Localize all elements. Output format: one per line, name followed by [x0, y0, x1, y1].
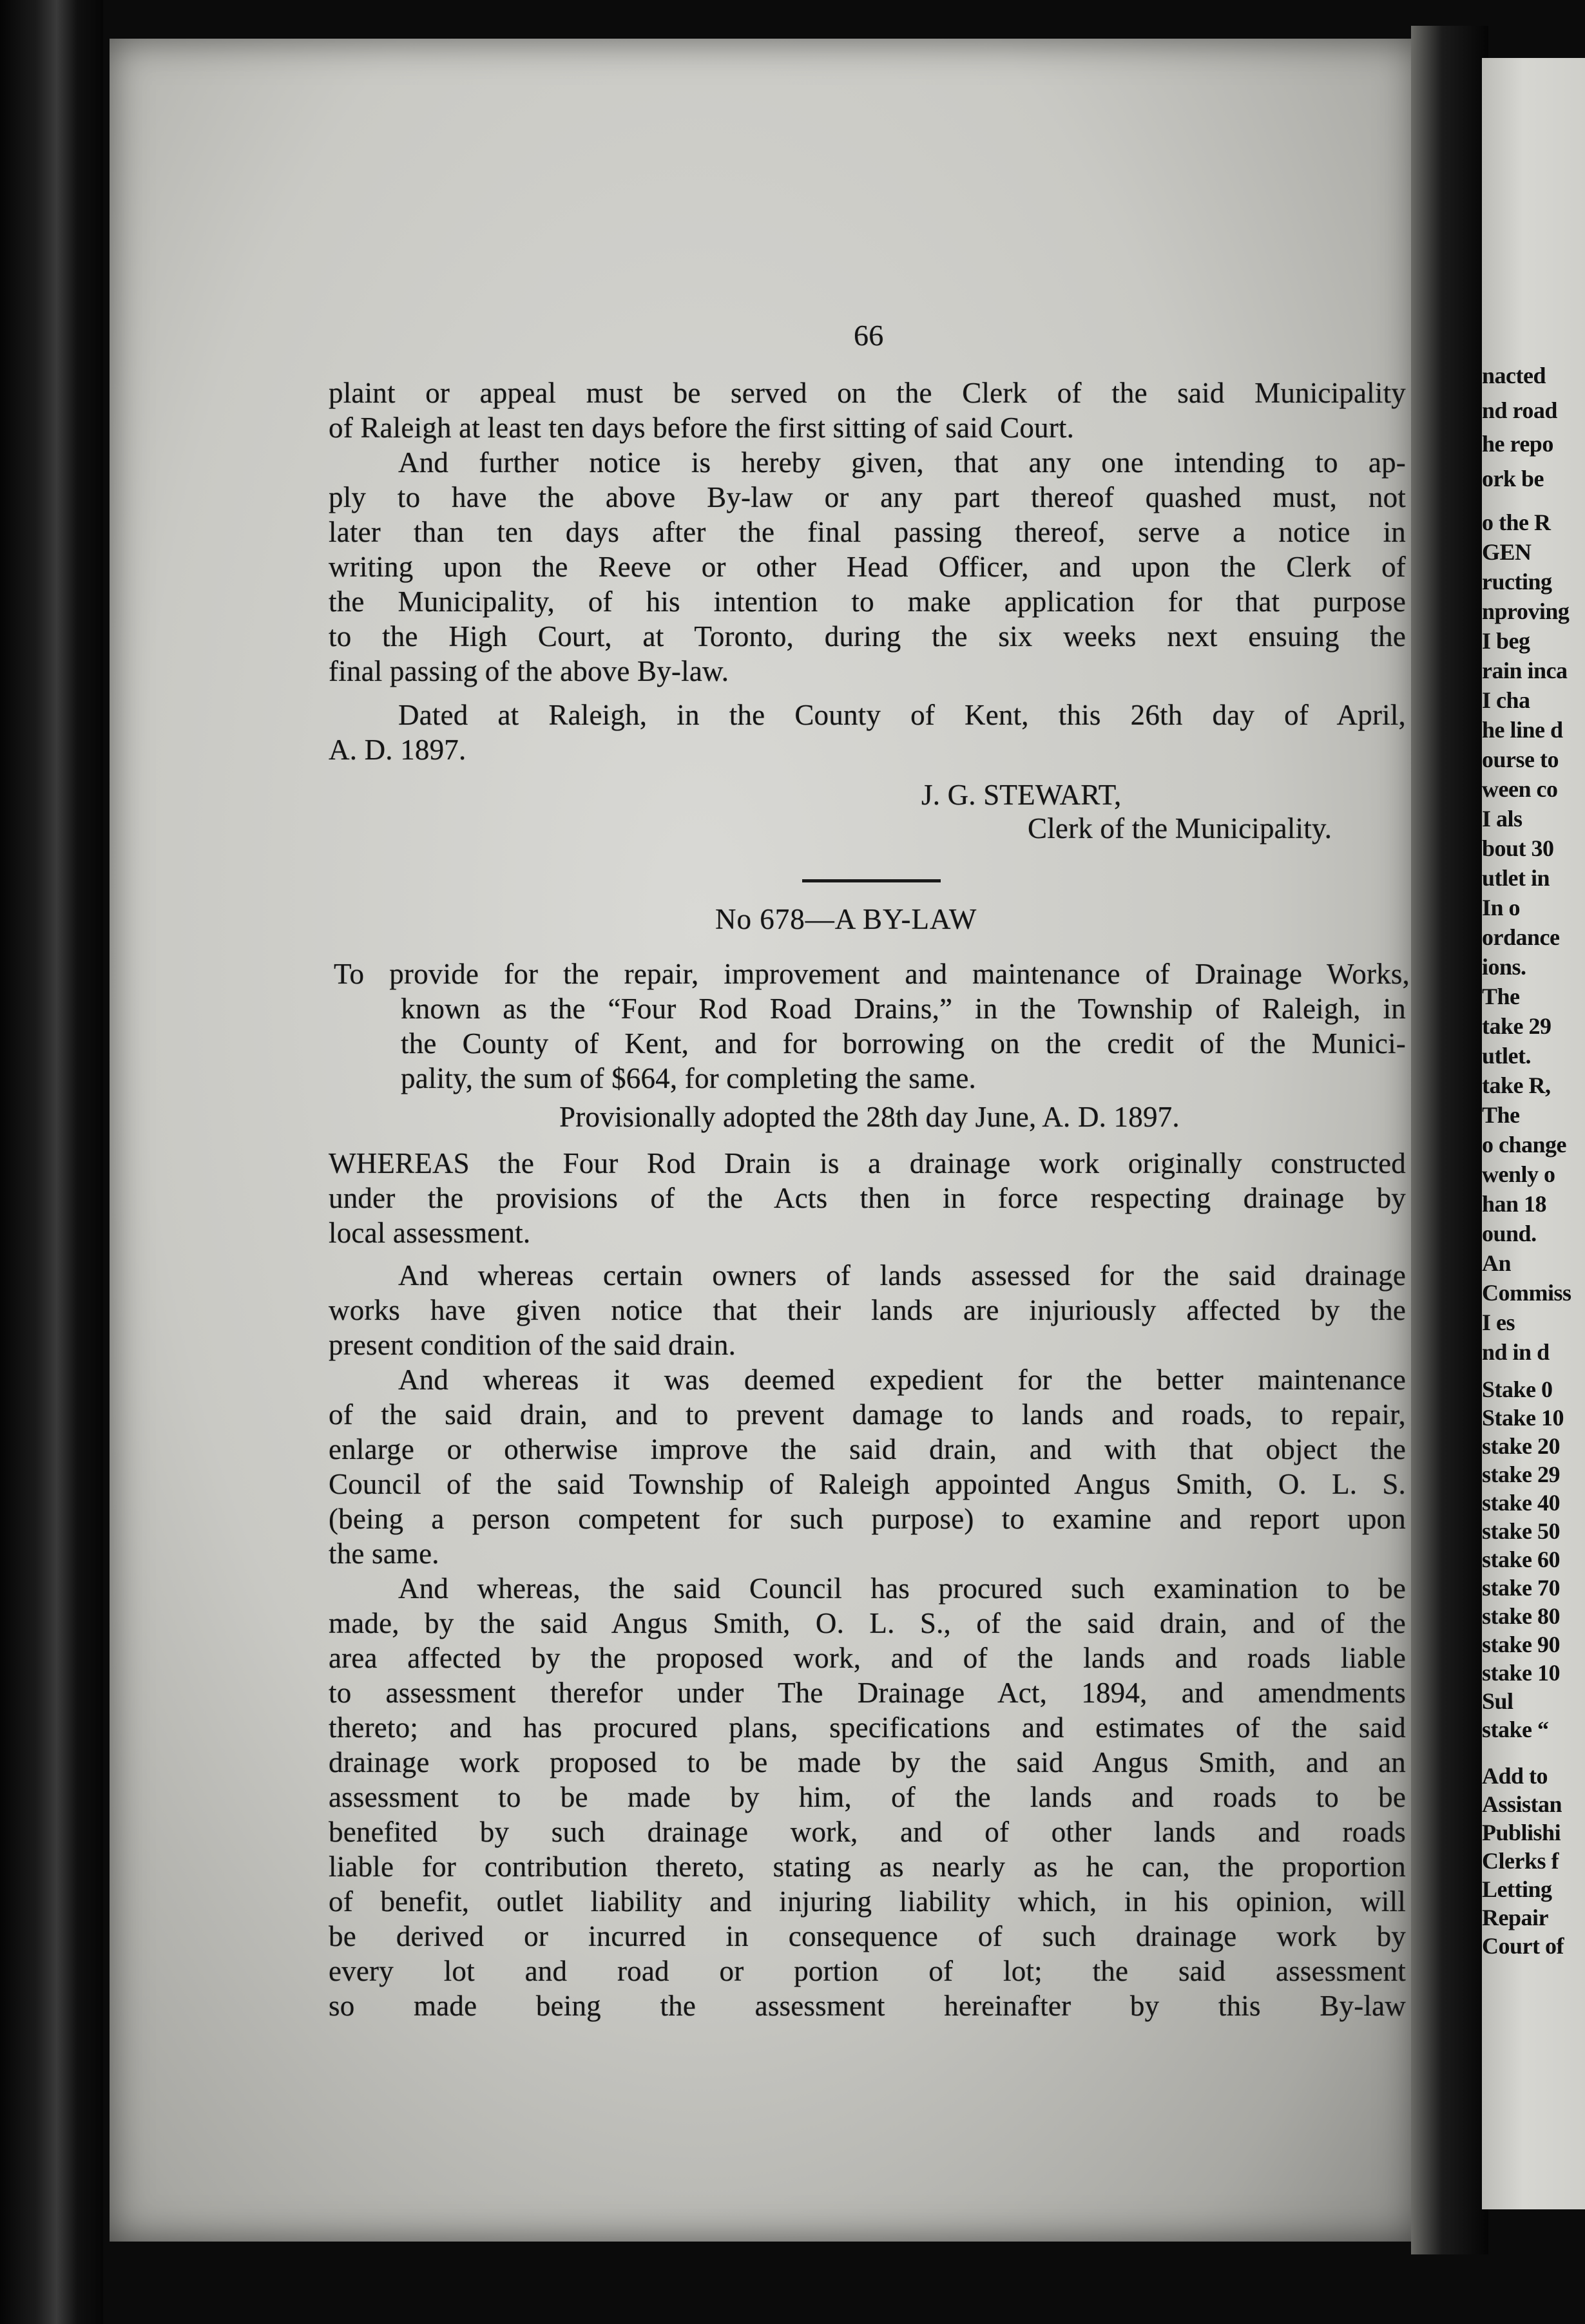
facing-page-line: take 29: [1482, 1013, 1551, 1039]
facing-page-line: stake 20: [1482, 1433, 1560, 1459]
facing-page-line: Letting: [1482, 1876, 1552, 1902]
text-line: made, by the said Angus Smith, O. L. S., of the said drain, and of the: [329, 1607, 1406, 1639]
text-line: area affected by the proposed work, and of the lands and roads liable: [329, 1642, 1406, 1674]
text-line: Clerk of the Municipality.: [1028, 812, 1332, 844]
facing-page-line: take R,: [1482, 1072, 1551, 1098]
text-line: under the provisions of the Acts then in force respecting drainage by: [329, 1182, 1406, 1214]
facing-page-line: ound.: [1482, 1221, 1537, 1246]
facing-page-line: Publishi: [1482, 1820, 1561, 1845]
text-line: later than ten days after the final passing thereof, serve a notice in: [329, 516, 1406, 548]
facing-page-line: Add to: [1482, 1763, 1548, 1789]
text-line: And further notice is hereby given, that any one intending to ap-: [398, 446, 1406, 479]
bylaw-title: No 678—A BY-LAW: [715, 903, 977, 935]
facing-page-line: Commiss: [1482, 1280, 1571, 1306]
section-divider-rule: [802, 879, 941, 882]
facing-page-line: Stake 10: [1482, 1405, 1564, 1431]
facing-page-line: nacted: [1482, 363, 1546, 388]
facing-page-line: Assistan: [1482, 1791, 1562, 1817]
facing-page-line: ordance: [1482, 924, 1560, 950]
text-line: ply to have the above By-law or any part thereof quashed must, not: [329, 481, 1406, 513]
facing-page-line: stake 29: [1482, 1462, 1560, 1487]
text-line: J. G. STEWART,: [921, 779, 1122, 811]
facing-page-line: stake 70: [1482, 1575, 1560, 1601]
text-line: known as the “Four Rod Road Drains,” in the Township of Raleigh, in: [401, 993, 1406, 1025]
text-line: every lot and road or portion of lot; the said assessment: [329, 1955, 1406, 1987]
facing-page-line: wenly o: [1482, 1161, 1555, 1187]
text-line: works have given notice that their lands are injuriously affected by the: [329, 1294, 1406, 1326]
facing-page-line: ourse to: [1482, 747, 1559, 772]
text-line: of Raleigh at least ten days before the first sitting of said Court.: [329, 412, 1075, 444]
text-line: of the said drain, and to prevent damage to lands and roads, to repair,: [329, 1398, 1406, 1431]
facing-page-line: I beg: [1482, 628, 1530, 654]
facing-page-line: ween co: [1482, 776, 1558, 802]
text-line: the same.: [329, 1538, 439, 1570]
text-line: the Municipality, of his intention to make application for that purpose: [329, 586, 1406, 618]
text-line: Provisionally adopted the 28th day June, A. D. 1897.: [559, 1101, 1180, 1133]
text-line: local assessment.: [329, 1217, 531, 1249]
facing-page-line: stake 40: [1482, 1490, 1560, 1516]
text-line: Dated at Raleigh, in the County of Kent, this 26th day of April,: [398, 699, 1406, 731]
facing-page-line: ork be: [1482, 466, 1544, 491]
text-line: And whereas it was deemed expedient for the better maintenance: [398, 1364, 1406, 1396]
text-line: pality, the sum of $664, for completing the same.: [401, 1062, 976, 1094]
text-line: plaint or appeal must be served on the Clerk of the said Municipality: [329, 377, 1406, 409]
facing-page-line: stake 90: [1482, 1632, 1560, 1657]
facing-page-line: ructing: [1482, 569, 1552, 595]
facing-page-fragment: [1482, 58, 1585, 2209]
facing-page-line: The: [1482, 984, 1520, 1009]
text-line: writing upon the Reeve or other Head Officer, and upon the Clerk of: [329, 551, 1406, 583]
facing-page-line: stake 50: [1482, 1518, 1560, 1544]
facing-page-line: bout 30: [1482, 835, 1554, 861]
scanner-left-edge: [0, 0, 103, 2324]
facing-page-line: The: [1482, 1102, 1520, 1128]
facing-page-line: stake 60: [1482, 1547, 1560, 1572]
text-line: To provide for the repair, improvement and maintenance of Drainage Works,: [334, 958, 1410, 990]
facing-page-line: nd in d: [1482, 1339, 1550, 1365]
text-line: thereto; and has procured plans, specifications and estimates of the said: [329, 1711, 1406, 1744]
facing-page-line: Repair: [1482, 1905, 1548, 1930]
facing-page-line: nproving: [1482, 598, 1570, 624]
text-line: final passing of the above By-law.: [329, 655, 729, 687]
text-line: A. D. 1897.: [329, 734, 466, 766]
text-line: of benefit, outlet liability and injuring liability which, in his opinion, will: [329, 1885, 1406, 1918]
facing-page-line: I als: [1482, 806, 1523, 832]
facing-page-line: I cha: [1482, 687, 1530, 713]
facing-page-line: Stake 0: [1482, 1376, 1553, 1402]
text-line: And whereas, the said Council has procured such examination to be: [398, 1572, 1406, 1605]
text-line: to assessment therefor under The Drainage Act, 1894, and amendments: [329, 1677, 1406, 1709]
text-line: present condition of the said drain.: [329, 1329, 736, 1361]
text-line: Council of the said Township of Raleigh appointed Angus Smith, O. L. S.: [329, 1468, 1406, 1500]
facing-page-line: stake 10: [1482, 1660, 1560, 1686]
facing-page-line: ions.: [1482, 954, 1526, 980]
facing-page-line: Sul: [1482, 1688, 1513, 1714]
text-line: And whereas certain owners of lands assessed for the said drainage: [398, 1259, 1406, 1291]
facing-page-line: o change: [1482, 1132, 1566, 1157]
facing-page-line: stake 80: [1482, 1603, 1560, 1629]
text-line: enlarge or otherwise improve the said drain, and with that object the: [329, 1433, 1406, 1465]
facing-page-line: nd road: [1482, 397, 1557, 423]
page-number: 66: [854, 319, 884, 352]
facing-page-line: utlet in: [1482, 865, 1550, 891]
facing-page-line: Court of: [1482, 1933, 1564, 1959]
facing-page-line: han 18: [1482, 1191, 1547, 1217]
text-line: so made being the assessment hereinafter by this By-law: [329, 1990, 1406, 2022]
facing-page-line: stake “: [1482, 1717, 1549, 1742]
facing-page-line: An: [1482, 1250, 1512, 1276]
text-line: (being a person competent for such purpose) to examine and report upon: [329, 1503, 1406, 1535]
text-line: liable for contribution thereto, stating as nearly as he can, the proportion: [329, 1851, 1406, 1883]
facing-page-line: utlet.: [1482, 1043, 1531, 1069]
text-line: to the High Court, at Toronto, during the six weeks next ensuing the: [329, 620, 1406, 652]
text-line: be derived or incurred in consequence of such drainage work by: [329, 1920, 1406, 1952]
facing-page-line: In o: [1482, 895, 1521, 920]
text-line: drainage work proposed to be made by the said Angus Smith, and an: [329, 1746, 1406, 1778]
facing-page-line: I es: [1482, 1310, 1515, 1335]
facing-page-line: Clerks f: [1482, 1848, 1559, 1874]
facing-page-line: he repo: [1482, 431, 1553, 457]
facing-page-line: he line d: [1482, 717, 1563, 743]
facing-page-line: GEN: [1482, 539, 1532, 565]
text-line: WHEREAS the Four Rod Drain is a drainage work originally constructed: [329, 1147, 1406, 1179]
facing-page-line: o the R: [1482, 510, 1551, 535]
text-line: the County of Kent, and for borrowing on the credit of the Munici-: [401, 1027, 1406, 1060]
facing-page-line: rain inca: [1482, 658, 1568, 683]
text-line: benefited by such drainage work, and of other lands and roads: [329, 1816, 1406, 1848]
text-line: assessment to be made by him, of the lands and roads to be: [329, 1781, 1406, 1813]
book-gutter: [1411, 26, 1488, 2254]
